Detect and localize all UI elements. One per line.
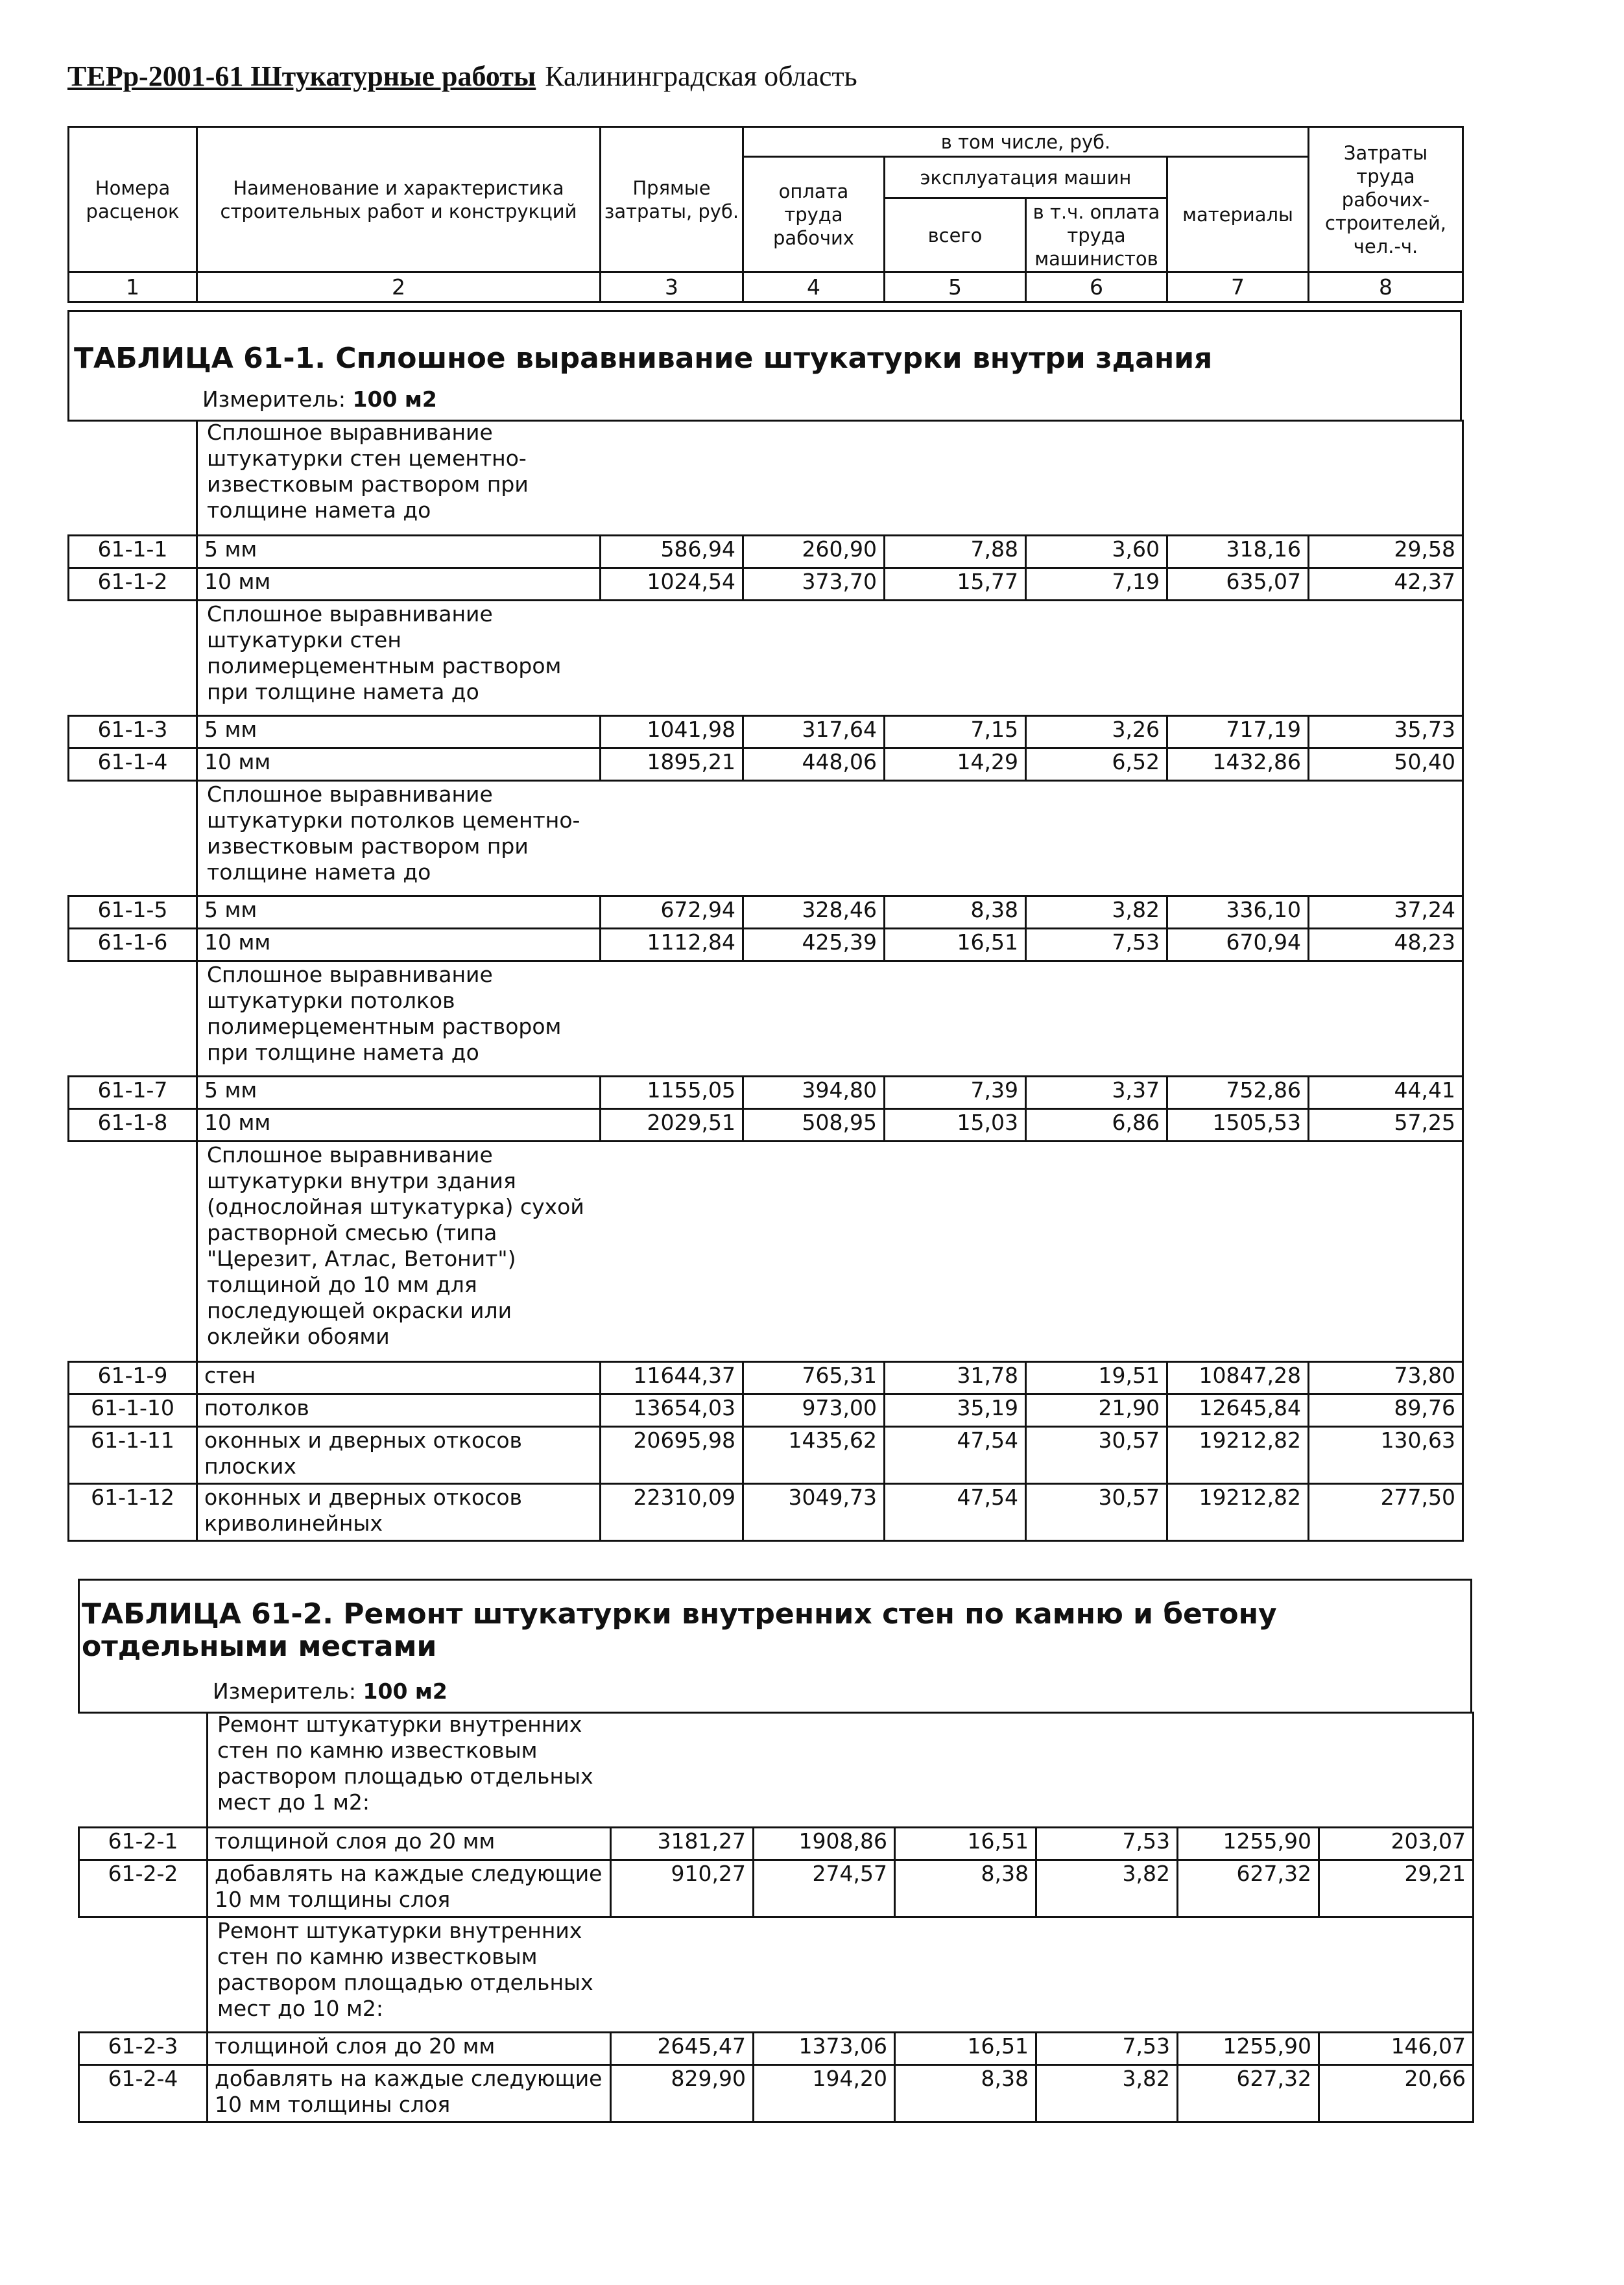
table-row <box>69 535 1463 568</box>
table-row <box>69 928 1463 961</box>
labor-hours: 37,24 <box>1309 896 1463 928</box>
header-wages: оплата труда рабочих <box>743 157 885 272</box>
group-gutter <box>79 1917 208 2032</box>
labor-hours: 277,50 <box>1309 1483 1463 1540</box>
materials-cost: 627,32 <box>1178 2064 1319 2122</box>
rate-name: оконных и дверных откосов криволинейных <box>197 1483 601 1540</box>
driver-wages-cost: 7,19 <box>1026 568 1167 600</box>
rate-code: 61-1-12 <box>69 1483 197 1540</box>
rate-code: 61-2-1 <box>79 1827 208 1860</box>
materials-cost: 752,86 <box>1167 1076 1309 1108</box>
direct-cost: 910,27 <box>611 1860 754 1917</box>
labor-hours: 48,23 <box>1309 928 1463 961</box>
materials-cost: 19212,82 <box>1167 1483 1309 1540</box>
direct-cost: 2029,51 <box>601 1108 743 1141</box>
column-header-table <box>67 126 1464 303</box>
wages-cost: 425,39 <box>743 928 885 961</box>
driver-wages-cost: 3,60 <box>1026 535 1167 568</box>
rate-code: 61-1-6 <box>69 928 197 961</box>
rate-name: оконных и дверных откосов плоских <box>197 1426 601 1483</box>
labor-hours: 203,07 <box>1319 1827 1474 1860</box>
rate-code: 61-2-3 <box>79 2032 208 2064</box>
wages-cost: 373,70 <box>743 568 885 600</box>
driver-wages-cost: 3,82 <box>1026 896 1167 928</box>
group-description: Сплошное выравнивание штукатурки стен цементно-известковым раствором при толщине намета до <box>197 420 601 535</box>
wages-cost: 1373,06 <box>754 2032 895 2064</box>
rate-code: 61-1-9 <box>69 1361 197 1394</box>
driver-wages-cost: 7,53 <box>1036 2032 1178 2064</box>
group-blank <box>601 420 1463 535</box>
group-gutter <box>69 780 197 896</box>
rate-name: толщиной слоя до 20 мм <box>208 1827 611 1860</box>
wages-cost: 274,57 <box>754 1860 895 1917</box>
header-codes: Номера расценок <box>69 127 197 272</box>
header-machines: эксплуатация машин <box>885 157 1167 198</box>
machines-cost: 14,29 <box>885 748 1026 780</box>
wages-cost: 260,90 <box>743 535 885 568</box>
direct-cost: 829,90 <box>611 2064 754 2122</box>
machines-cost: 16,51 <box>885 928 1026 961</box>
rate-name: потолков <box>197 1394 601 1426</box>
direct-cost: 672,94 <box>601 896 743 928</box>
rate-name: стен <box>197 1361 601 1394</box>
group-gutter <box>69 961 197 1076</box>
labor-hours: 146,07 <box>1319 2032 1474 2064</box>
unit-label: Измеритель: <box>213 1679 357 1704</box>
labor-hours: 50,40 <box>1309 748 1463 780</box>
machines-cost: 31,78 <box>885 1361 1026 1394</box>
driver-wages-cost: 21,90 <box>1026 1394 1167 1426</box>
rate-name: добавлять на каждые следующие 10 мм толщины слоя <box>208 1860 611 1917</box>
table-row <box>79 1860 1474 1917</box>
driver-wages-cost: 30,57 <box>1026 1426 1167 1483</box>
direct-cost: 3181,27 <box>611 1827 754 1860</box>
machines-cost: 16,51 <box>895 2032 1036 2064</box>
labor-hours: 42,37 <box>1309 568 1463 600</box>
machines-cost: 47,54 <box>885 1483 1026 1540</box>
wages-cost: 317,64 <box>743 715 885 748</box>
labor-hours: 130,63 <box>1309 1426 1463 1483</box>
direct-cost: 11644,37 <box>601 1361 743 1394</box>
wages-cost: 448,06 <box>743 748 885 780</box>
group-gutter <box>69 420 197 535</box>
driver-wages-cost: 6,52 <box>1026 748 1167 780</box>
materials-cost: 318,16 <box>1167 535 1309 568</box>
driver-wages-cost: 3,82 <box>1036 1860 1178 1917</box>
materials-cost: 635,07 <box>1167 568 1309 600</box>
section-title-61-1: ТАБЛИЦА 61-1. Сплошное выравнивание штукатурки внутри здания <box>74 342 1213 375</box>
table-row <box>69 896 1463 928</box>
materials-cost: 1255,90 <box>1178 1827 1319 1860</box>
header-machines-total: всего <box>885 198 1026 272</box>
unit-value: 100 м2 <box>363 1679 448 1704</box>
table-row <box>69 1076 1463 1108</box>
rate-name: 5 мм <box>197 535 601 568</box>
group-description: Ремонт штукатурки внутренних стен по камню известковым раствором площадью отдельных мест до 10 м2: <box>208 1917 611 2032</box>
direct-cost: 1041,98 <box>601 715 743 748</box>
driver-wages-cost: 30,57 <box>1026 1483 1167 1540</box>
unit-label: Измеритель: <box>202 387 346 412</box>
machines-cost: 16,51 <box>895 1827 1036 1860</box>
rate-code: 61-2-4 <box>79 2064 208 2122</box>
materials-cost: 1432,86 <box>1167 748 1309 780</box>
title-region: Калининградская область <box>545 60 857 92</box>
materials-cost: 12645,84 <box>1167 1394 1309 1426</box>
materials-cost: 19212,82 <box>1167 1426 1309 1483</box>
group-blank <box>611 1917 1474 2032</box>
document-title <box>67 60 857 93</box>
rate-name: 10 мм <box>197 1108 601 1141</box>
table-row <box>69 1108 1463 1141</box>
driver-wages-cost: 7,53 <box>1026 928 1167 961</box>
rate-code: 61-1-7 <box>69 1076 197 1108</box>
machines-cost: 8,38 <box>895 2064 1036 2122</box>
group-blank <box>611 1712 1474 1827</box>
rates-table-61-2 <box>78 1712 1474 2123</box>
direct-cost: 2645,47 <box>611 2032 754 2064</box>
driver-wages-cost: 3,82 <box>1036 2064 1178 2122</box>
rate-name: 5 мм <box>197 715 601 748</box>
direct-cost: 20695,98 <box>601 1426 743 1483</box>
wages-cost: 765,31 <box>743 1361 885 1394</box>
table-row <box>69 715 1463 748</box>
machines-cost: 15,03 <box>885 1108 1026 1141</box>
rate-code: 61-1-8 <box>69 1108 197 1141</box>
col-number: 3 <box>601 272 743 302</box>
machines-cost: 7,15 <box>885 715 1026 748</box>
machines-cost: 8,38 <box>895 1860 1036 1917</box>
col-number: 6 <box>1026 272 1167 302</box>
rates-table-61-1 <box>67 420 1464 1542</box>
wages-cost: 194,20 <box>754 2064 895 2122</box>
machines-cost: 8,38 <box>885 896 1026 928</box>
rate-code: 61-1-4 <box>69 748 197 780</box>
rate-name: 10 мм <box>197 568 601 600</box>
rate-code: 61-1-3 <box>69 715 197 748</box>
rate-name: толщиной слоя до 20 мм <box>208 2032 611 2064</box>
group-gutter <box>79 1712 208 1827</box>
driver-wages-cost: 19,51 <box>1026 1361 1167 1394</box>
group-description: Сплошное выравнивание штукатурки потолков цементно-известковым раствором при толщине намета до <box>197 780 601 896</box>
labor-hours: 29,58 <box>1309 535 1463 568</box>
group-blank <box>601 1141 1463 1361</box>
group-blank <box>601 600 1463 715</box>
wages-cost: 973,00 <box>743 1394 885 1426</box>
driver-wages-cost: 3,37 <box>1026 1076 1167 1108</box>
machines-cost: 35,19 <box>885 1394 1026 1426</box>
materials-cost: 627,32 <box>1178 1860 1319 1917</box>
group-gutter <box>69 600 197 715</box>
labor-hours: 44,41 <box>1309 1076 1463 1108</box>
wages-cost: 1435,62 <box>743 1426 885 1483</box>
wages-cost: 1908,86 <box>754 1827 895 1860</box>
materials-cost: 10847,28 <box>1167 1361 1309 1394</box>
rate-code: 61-1-2 <box>69 568 197 600</box>
table-row <box>79 2064 1474 2122</box>
materials-cost: 670,94 <box>1167 928 1309 961</box>
rate-name: 10 мм <box>197 748 601 780</box>
rate-code: 61-1-10 <box>69 1394 197 1426</box>
col-number: 8 <box>1309 272 1463 302</box>
unit-61-2 <box>213 1679 448 1704</box>
driver-wages-cost: 7,53 <box>1036 1827 1178 1860</box>
header-materials: материалы <box>1167 157 1309 272</box>
direct-cost: 1155,05 <box>601 1076 743 1108</box>
rate-code: 61-1-11 <box>69 1426 197 1483</box>
labor-hours: 57,25 <box>1309 1108 1463 1141</box>
materials-cost: 1505,53 <box>1167 1108 1309 1141</box>
section-title-61-2: ТАБЛИЦА 61-2. Ремонт штукатурки внутренних стен по камню и бетону отдельными местами <box>82 1597 1277 1663</box>
table-row <box>69 1394 1463 1426</box>
rate-name: 5 мм <box>197 1076 601 1108</box>
wages-cost: 508,95 <box>743 1108 885 1141</box>
direct-cost: 1024,54 <box>601 568 743 600</box>
header-name: Наименование и характеристика строительных работ и конструкций <box>197 127 601 272</box>
col-number: 2 <box>197 272 601 302</box>
driver-wages-cost: 6,86 <box>1026 1108 1167 1141</box>
table-row <box>79 2032 1474 2064</box>
direct-cost: 13654,03 <box>601 1394 743 1426</box>
table-row <box>69 1483 1463 1540</box>
unit-value: 100 м2 <box>352 387 437 412</box>
header-direct: Прямые затраты, руб. <box>601 127 743 272</box>
rate-name: 10 мм <box>197 928 601 961</box>
labor-hours: 89,76 <box>1309 1394 1463 1426</box>
direct-cost: 1112,84 <box>601 928 743 961</box>
labor-hours: 20,66 <box>1319 2064 1474 2122</box>
col-number: 4 <box>743 272 885 302</box>
header-including: в том числе, руб. <box>743 127 1309 157</box>
title-code: ТЕРр-2001-61 Штукатурные работы <box>67 60 536 92</box>
col-number: 5 <box>885 272 1026 302</box>
machines-cost: 47,54 <box>885 1426 1026 1483</box>
rate-name: 5 мм <box>197 896 601 928</box>
group-blank <box>601 780 1463 896</box>
labor-hours: 29,21 <box>1319 1860 1474 1917</box>
col-number: 1 <box>69 272 197 302</box>
group-gutter <box>69 1141 197 1361</box>
table-row <box>69 568 1463 600</box>
direct-cost: 586,94 <box>601 535 743 568</box>
group-description: Сплошное выравнивание штукатурки внутри здания (однослойная штукатурка) сухой растворной смесью (типа "Церезит, Атлас, Ветонит") толщиной до 10 мм для последующей окраски или оклейки обоями <box>197 1141 601 1361</box>
col-number: 7 <box>1167 272 1309 302</box>
labor-hours: 35,73 <box>1309 715 1463 748</box>
table-row <box>79 1827 1474 1860</box>
table-row <box>69 1426 1463 1483</box>
driver-wages-cost: 3,26 <box>1026 715 1167 748</box>
unit-61-1 <box>202 387 437 412</box>
wages-cost: 394,80 <box>743 1076 885 1108</box>
table-row <box>69 1361 1463 1394</box>
direct-cost: 1895,21 <box>601 748 743 780</box>
header-driver-wages: в т.ч. оплата труда машинистов <box>1026 198 1167 272</box>
rate-code: 61-1-1 <box>69 535 197 568</box>
materials-cost: 336,10 <box>1167 896 1309 928</box>
group-description: Сплошное выравнивание штукатурки потолков полимерцементным раствором при толщине намета до <box>197 961 601 1076</box>
labor-hours: 73,80 <box>1309 1361 1463 1394</box>
materials-cost: 717,19 <box>1167 715 1309 748</box>
rate-name: добавлять на каждые следующие 10 мм толщины слоя <box>208 2064 611 2122</box>
rate-code: 61-1-5 <box>69 896 197 928</box>
wages-cost: 328,46 <box>743 896 885 928</box>
materials-cost: 1255,90 <box>1178 2032 1319 2064</box>
machines-cost: 15,77 <box>885 568 1026 600</box>
direct-cost: 22310,09 <box>601 1483 743 1540</box>
rate-code: 61-2-2 <box>79 1860 208 1917</box>
header-labor: Затраты труда рабочих-строителей, чел.-ч. <box>1309 127 1463 272</box>
machines-cost: 7,88 <box>885 535 1026 568</box>
wages-cost: 3049,73 <box>743 1483 885 1540</box>
group-description: Ремонт штукатурки внутренних стен по камню известковым раствором площадью отдельных мест до 1 м2: <box>208 1712 611 1827</box>
table-row <box>69 748 1463 780</box>
group-blank <box>601 961 1463 1076</box>
group-description: Сплошное выравнивание штукатурки стен полимерцементным раствором при толщине намета до <box>197 600 601 715</box>
machines-cost: 7,39 <box>885 1076 1026 1108</box>
